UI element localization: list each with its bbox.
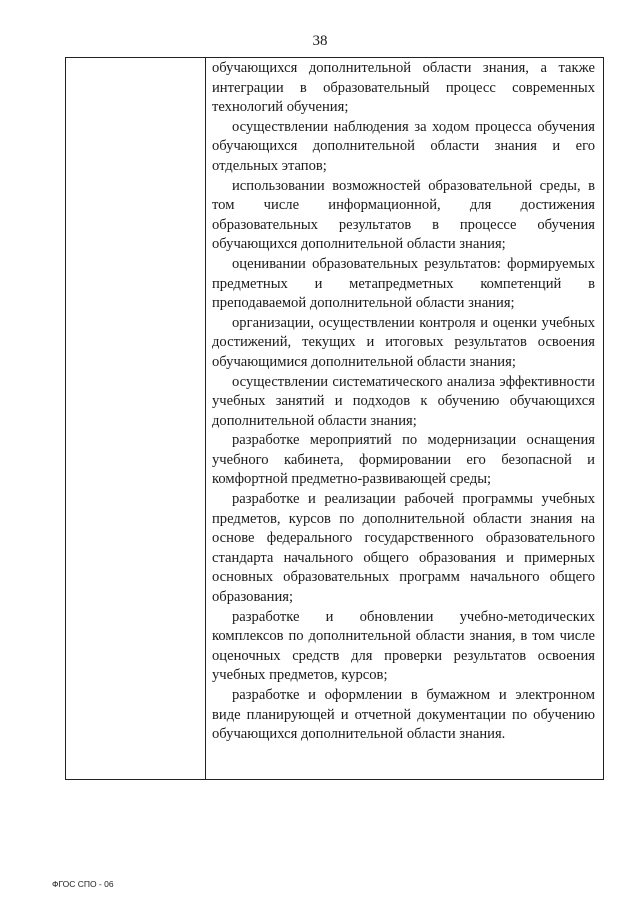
list-item: использовании возможностей образовательной среды, в том числе информационной, для достижения образовательных результатов в процессе обучения обучающихся дополнительной области знания; — [212, 177, 595, 253]
list-item: обучающихся дополнительной области знания, а также интеграции в образовательный процесс современных технологий обучения; — [212, 60, 595, 116]
list-item: организации, осуществлении контроля и оценки учебных достижений, текущих и итоговых результатов освоения обучающимися дополнительной области знания; — [212, 314, 595, 370]
list-item: разработке и реализации рабочей программы учебных предметов, курсов по дополнительной области знания на основе федерального государственного образовательного стандарта начального общего образования и примерных основных образовательных программ начального общего образования; — [212, 491, 595, 606]
list-item: осуществлении систематического анализа эффективности учебных занятий и подходов к обучению обучающихся дополнительной области знания; — [212, 373, 595, 429]
list-item: разработке и обновлении учебно-методических комплексов по дополнительной области знания, в том числе оценочных средств для проверки результатов освоения учебных предметов, курсов; — [212, 608, 595, 684]
list-item: осуществлении наблюдения за ходом процесса обучения обучающихся дополнительной области знания и его отдельных этапов; — [212, 118, 595, 174]
document-footer: ФГОС СПО - 06 — [52, 879, 114, 889]
list-item: разработке мероприятий по модернизации оснащения учебного кабинета, формировании его безопасной и комфортной предметно-развивающей среды; — [212, 432, 595, 488]
list-item: оценивании образовательных результатов: формируемых предметных и метапредметных компетенций в преподаваемой дополнительной области знания; — [212, 255, 595, 312]
table-left-cell — [66, 58, 206, 779]
list-item: разработке и оформлении в бумажном и электронном виде планирующей и отчетной документации по обучению обучающихся дополнительной области знания. — [212, 687, 595, 743]
table-right-cell — [206, 58, 603, 779]
competency-table — [65, 57, 604, 780]
page-number: 38 — [312, 33, 328, 49]
